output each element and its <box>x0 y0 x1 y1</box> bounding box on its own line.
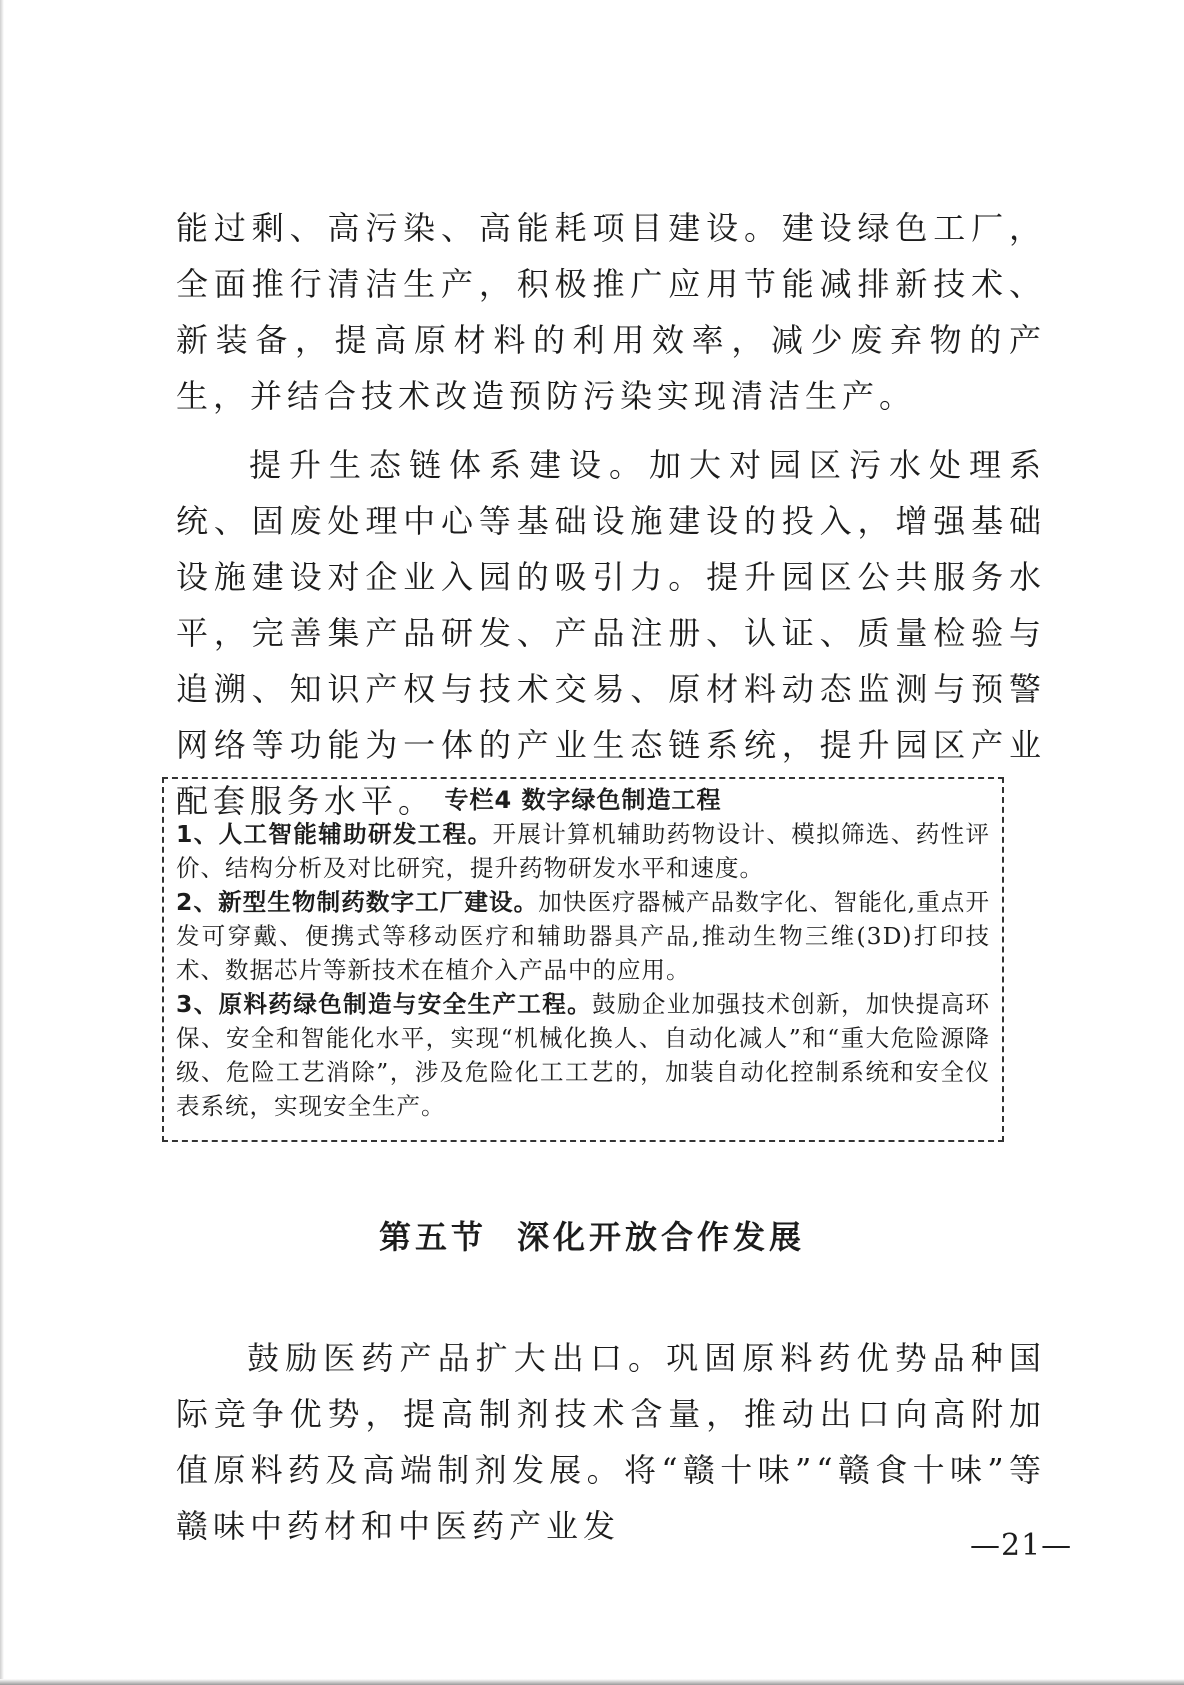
feature-box-column-4 <box>162 777 1004 1142</box>
body-paragraph-2 <box>176 437 1046 829</box>
feature-box-item-3-head: 3、原料药绿色制造与安全生产工程。 <box>176 990 593 1018</box>
feature-box-item-1 <box>176 817 990 885</box>
feature-box-item-2 <box>176 885 990 987</box>
page-edge-bottom-shadow <box>0 1679 1184 1685</box>
page-edge-shadow <box>0 0 4 1685</box>
body-paragraph-3 <box>176 1330 1046 1554</box>
paragraph-1-text: 能过剩、高污染、高能耗项目建设。建设绿色工厂，全面推行清洁生产，积极推广应用节能减排新技术、新装备，提高原材料的利用效率，减少废弃物的产生，并结合技术改造预防污染实现清洁生产。 <box>176 209 1046 415</box>
feature-box-item-1-head: 1、人工智能辅助研发工程。 <box>176 820 493 848</box>
feature-box-item-3-text: 鼓励企业加强技术创新，加快提高环保、安全和智能化水平，实现“机械化换人、自动化减人”和“重大危险源降级、危险工艺消除”，涉及危险化工工艺的，加装自动化控制系统和安全仪表系统，实现安全生产。 <box>176 990 991 1120</box>
feature-box-item-2-text: 加快医疗器械产品数字化、智能化,重点开发可穿戴、便携式等移动医疗和辅助器具产品,推动生物三维(3D)打印技术、数据芯片等新技术在植介入产品中的应用。 <box>176 888 990 984</box>
paragraph-3-lead: 鼓励医药产品扩大出口。 <box>246 1339 667 1377</box>
section-number: 第五节 <box>378 1218 487 1256</box>
feature-box-item-3 <box>176 987 990 1123</box>
paragraph-2-text: 加大对园区污水处理系统、固废处理中心等基础设施建设的投入，增强基础设施建设对企业入园的吸引力。提升园区公共服务水平，完善集产品研发、产品注册、认证、质量检验与追溯、知识产权与技术交易、原材料动态监测与预警网络等功能为一体的产业生态链系统，提升园区产业配套服务水平。 <box>176 446 1046 820</box>
feature-box-item-1-text: 开展计算机辅助药物设计、模拟筛选、药性评价、结构分析及对比研究，提升药物研发水平和速度。 <box>176 820 991 882</box>
feature-box-item-2-head: 2、新型生物制药数字工厂建设。 <box>176 888 539 916</box>
paragraph-2-lead: 提升生态链体系建设。 <box>246 446 649 484</box>
section-heading <box>0 1212 1184 1258</box>
page-number: —21— <box>970 1528 1073 1563</box>
section-title: 深化开放合作发展 <box>517 1218 806 1256</box>
body-paragraph-1 <box>176 200 1046 424</box>
paragraph-3-text: 巩固原料药优势品种国际竞争优势，提高制剂技术含量，推动出口向高附加值原料药及高端制剂发展。将“赣十味”“赣食十味”等赣味中药材和中医药产业发 <box>176 1339 1046 1545</box>
feature-box-title: 专栏4 数字绿色制造工程 <box>444 786 722 814</box>
